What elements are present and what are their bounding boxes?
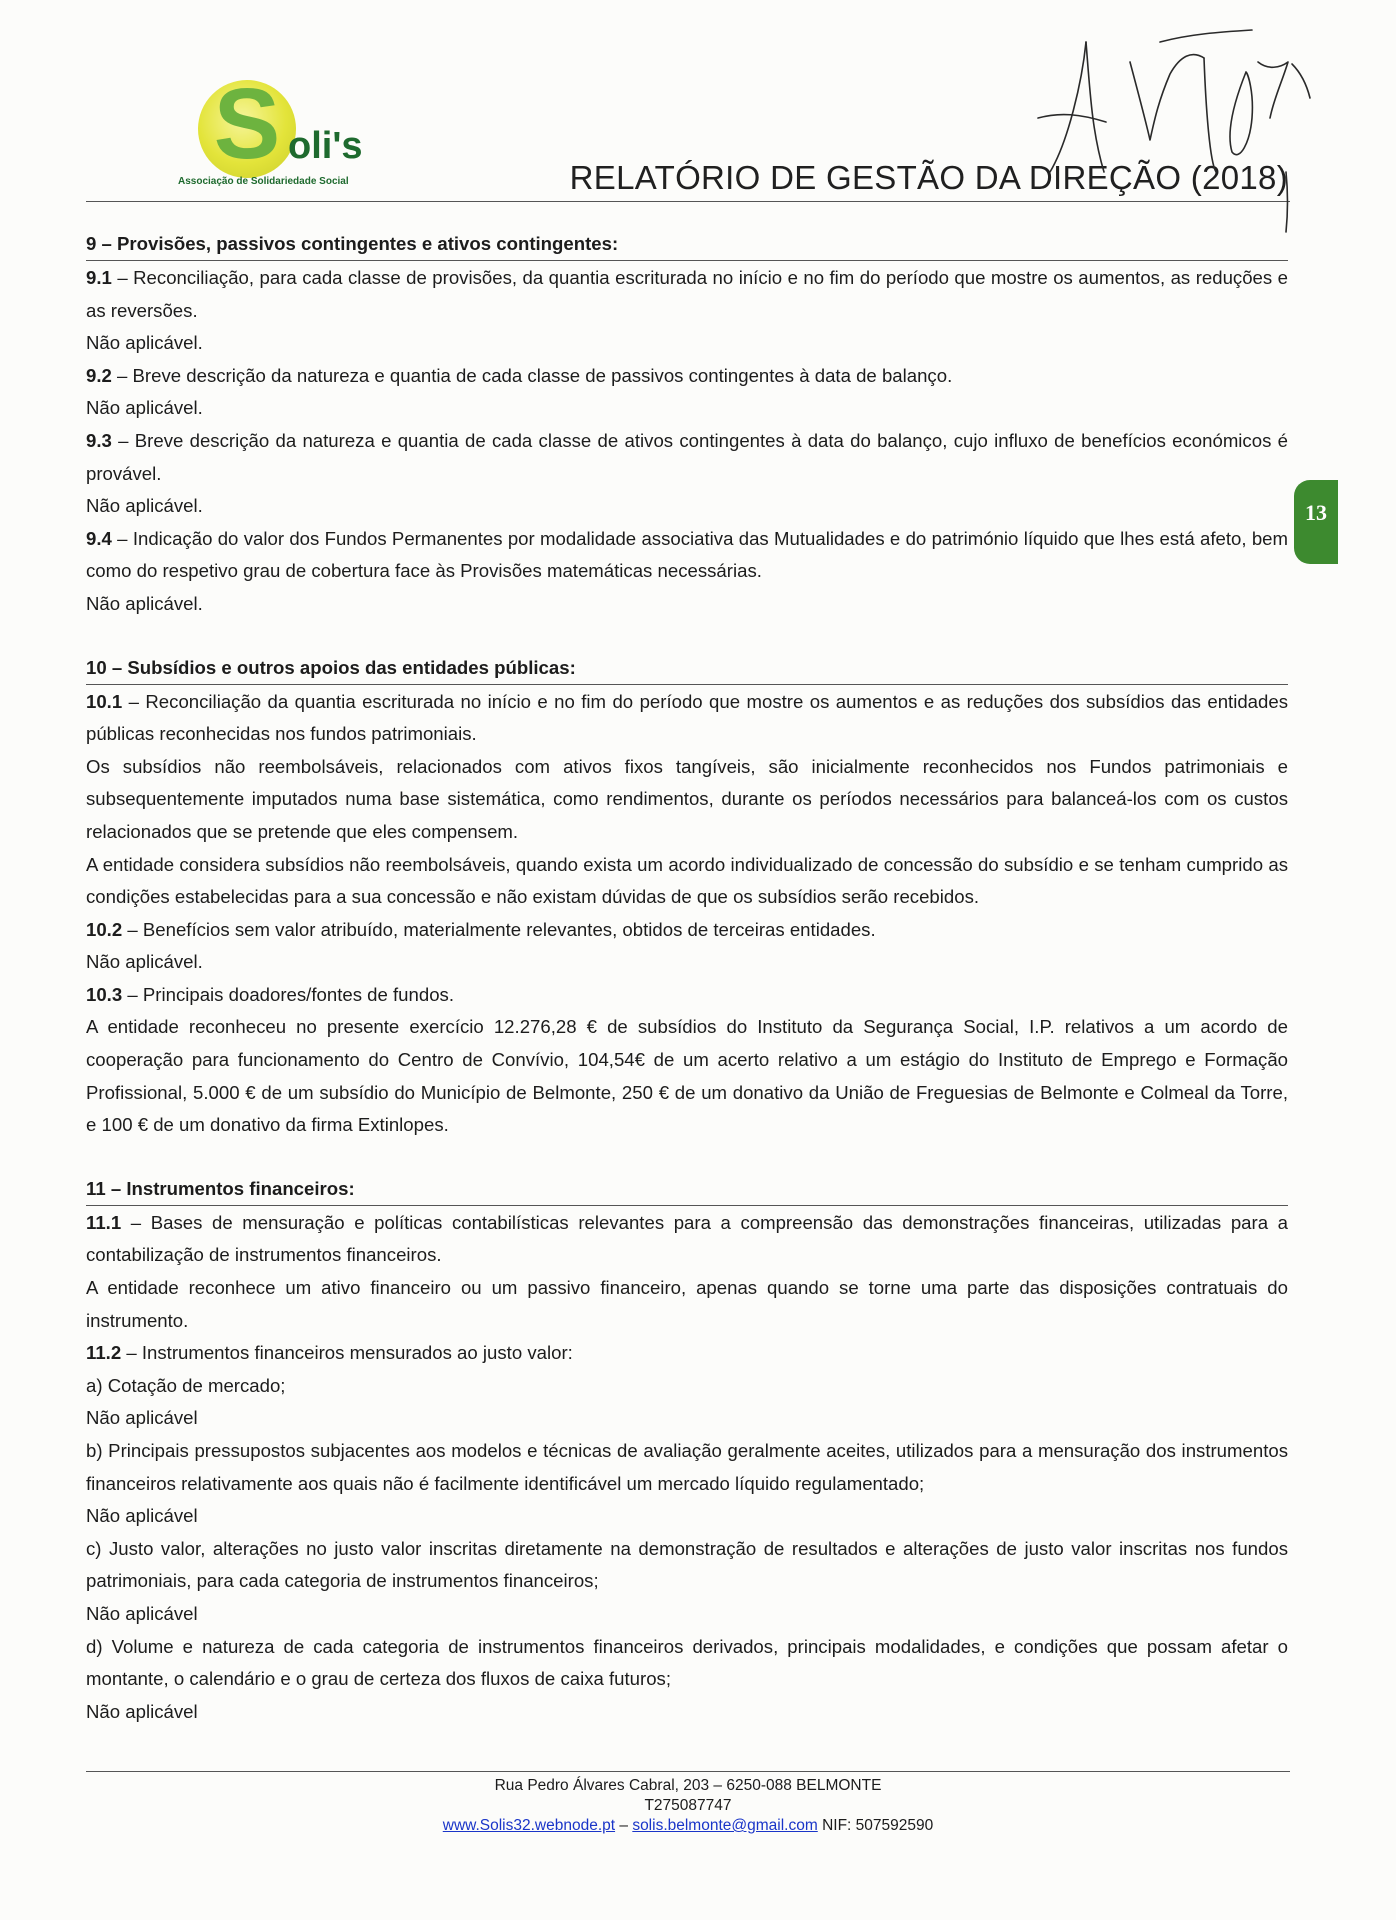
footer-divider [86, 1771, 1290, 1772]
body-10-1a: Os subsídios não reembolsáveis, relacionados com ativos fixos tangíveis, são inicialmente reconhecidos nos Fundos patrimoniais e subsequentemente imputados numa base sistemática, como rendimentos, durante os períodos necessários para balanceá-los com os custos relacionados que se pretende que eles compensem. [86, 755, 1288, 842]
item-11-2-d: d) Volume e natureza de cada categoria de instrumentos financeiros derivados, principais modalidades, e condições que possam afetar o montante, o calendário e o grau de certeza dos fluxos de caixa futuros; [86, 1635, 1288, 1690]
section-spacer [86, 621, 1288, 652]
item-text: – Benefícios sem valor atribuído, materialmente relevantes, obtidos de terceiras entidades. [122, 918, 876, 940]
body-10-3: A entidade reconheceu no presente exercício 12.276,28 € de subsídios do Instituto da Segurança Social, I.P. relativos a um acordo de cooperação para funcionamento do Centro de Convívio, 104,54€ de um acerto relativo a um estágio do Instituto de Emprego e Formação Profissional, 5.000 € de um subsídio do Município de Belmonte, 250 € de um donativo da União de Freguesias de Belmonte e Colmeal da Torre, e 100 € de um donativo da firma Extinlopes. [86, 1016, 1288, 1136]
item-number: 9.2 [86, 364, 112, 386]
answer-11-2-b: Não aplicável [86, 1505, 198, 1527]
logo-s-mark: S [213, 68, 281, 180]
report-title: RELATÓRIO DE GESTÃO DA DIREÇÃO (2018) [569, 159, 1288, 196]
footer-address: Rua Pedro Álvares Cabral, 203 – 6250-088 BELMONTE [494, 1777, 882, 1794]
paragraph-9-2 [86, 360, 1288, 393]
answer-11-2-c: Não aplicável [86, 1602, 198, 1624]
item-number: 10.3 [86, 983, 123, 1005]
email-link[interactable]: solis.belmonte@gmail.com [632, 1817, 818, 1834]
item-text: – Reconciliação da quantia escriturada no início e no fim do período que mostre os aumentos e as reduções dos subsídios das entidades públicas reconhecidas nos fundos patrimoniais. [86, 690, 1288, 745]
paragraph-10-2 [86, 914, 1288, 947]
item-text: – Bases de mensuração e políticas contabilísticas relevantes para a compreensão das demonstrações financeiras, utilizadas para a contabilização de instrumentos financeiros. [86, 1211, 1288, 1266]
answer-9-2: Não aplicável. [86, 397, 203, 419]
section-11-title: 11 – Instrumentos financeiros: [86, 1173, 1288, 1206]
item-11-2-c: c) Justo valor, alterações no justo valor inscritas diretamente na demonstração de resultados e alterações de justo valor inscritas nos fundos patrimoniais, para cada categoria de instrumentos financeiros; [86, 1537, 1288, 1592]
answer-11-2-d: Não aplicável [86, 1700, 198, 1722]
footer [86, 1776, 1290, 1836]
page-number-tab [1294, 480, 1338, 564]
paragraph-11-1 [86, 1207, 1288, 1272]
body-10-1b: A entidade considera subsídios não reembolsáveis, quando exista um acordo individualizado de concessão do subsídio e se tenham cumprido as condições estabelecidas para a sua concessão e não existam dúvidas de que os subsídios serão recebidos. [86, 853, 1288, 908]
item-number: 10.2 [86, 918, 123, 940]
section-9-title: 9 – Provisões, passivos contingentes e ativos contingentes: [86, 228, 1288, 261]
footer-nif: NIF: 507592590 [817, 1817, 934, 1834]
section-10-title: 10 – Subsídios e outros apoios das entidades públicas: [86, 652, 1288, 685]
answer-9-4: Não aplicável. [86, 592, 203, 614]
paragraph-9-3 [86, 425, 1288, 490]
item-text: – Instrumentos financeiros mensurados ao justo valor: [121, 1342, 573, 1364]
footer-separator: – [615, 1817, 633, 1834]
item-text: – Principais doadores/fontes de fundos. [122, 983, 455, 1005]
body-11-1: A entidade reconhece um ativo financeiro ou um passivo financeiro, apenas quando se torne uma parte das disposições contratuais do instrumento. [86, 1277, 1288, 1331]
item-text: – Breve descrição da natureza e quantia de cada classe de ativos contingentes à data do balanço, cujo influxo de benefícios económicos é provável. [86, 429, 1288, 484]
paragraph-9-4 [86, 523, 1288, 588]
item-11-2-a: a) Cotação de mercado; [86, 1374, 286, 1396]
page-number: 13 [1305, 500, 1327, 525]
paragraph-10-1 [86, 686, 1288, 751]
paragraph-9-1 [86, 262, 1288, 327]
item-11-2-b: b) Principais pressupostos subjacentes aos modelos e técnicas de avaliação geralmente aceites, utilizados para a mensuração dos instrumentos financeiros relativamente aos quais não é facilmente identificável um mercado líquido regulamentado; [86, 1440, 1288, 1494]
handwritten-signature [1020, 22, 1340, 242]
section-spacer [86, 1142, 1288, 1173]
logo-name: oli's [288, 125, 363, 167]
item-number: 10.1 [86, 690, 123, 712]
website-link[interactable]: www.Solis32.webnode.pt [442, 1817, 616, 1834]
answer-10-2: Não aplicável. [86, 951, 203, 973]
document-body [86, 228, 1288, 1728]
answer-9-3: Não aplicável. [86, 495, 203, 517]
item-text: – Reconciliação, para cada classe de provisões, da quantia escriturada no início e no fim do período que mostre os aumentos, as reduções e as reversões. [86, 267, 1288, 321]
item-number: 9.4 [86, 527, 112, 549]
item-number: 11.1 [86, 1211, 122, 1233]
answer-9-1: Não aplicável. [86, 332, 203, 354]
item-text: – Breve descrição da natureza e quantia de cada classe de passivos contingentes à data de balanço. [111, 364, 953, 386]
item-number: 11.2 [86, 1342, 122, 1364]
item-number: 9.3 [86, 429, 112, 451]
footer-contacts [86, 1816, 1290, 1836]
answer-11-2-a: Não aplicável [86, 1407, 198, 1429]
logo-subtitle: Associação de Solidariedade Social [178, 176, 349, 187]
item-number: 9.1 [86, 267, 112, 288]
paragraph-10-3 [86, 979, 1288, 1012]
paragraph-11-2 [86, 1337, 1288, 1370]
item-text: – Indicação do valor dos Fundos Permanentes por modalidade associativa das Mutualidades e do património líquido que lhes está afeto, bem como do respetivo grau de cobertura face às Provisões matemáticas necessárias. [86, 527, 1288, 582]
footer-phone: T275087747 [644, 1797, 732, 1814]
solis-logo [178, 68, 438, 190]
